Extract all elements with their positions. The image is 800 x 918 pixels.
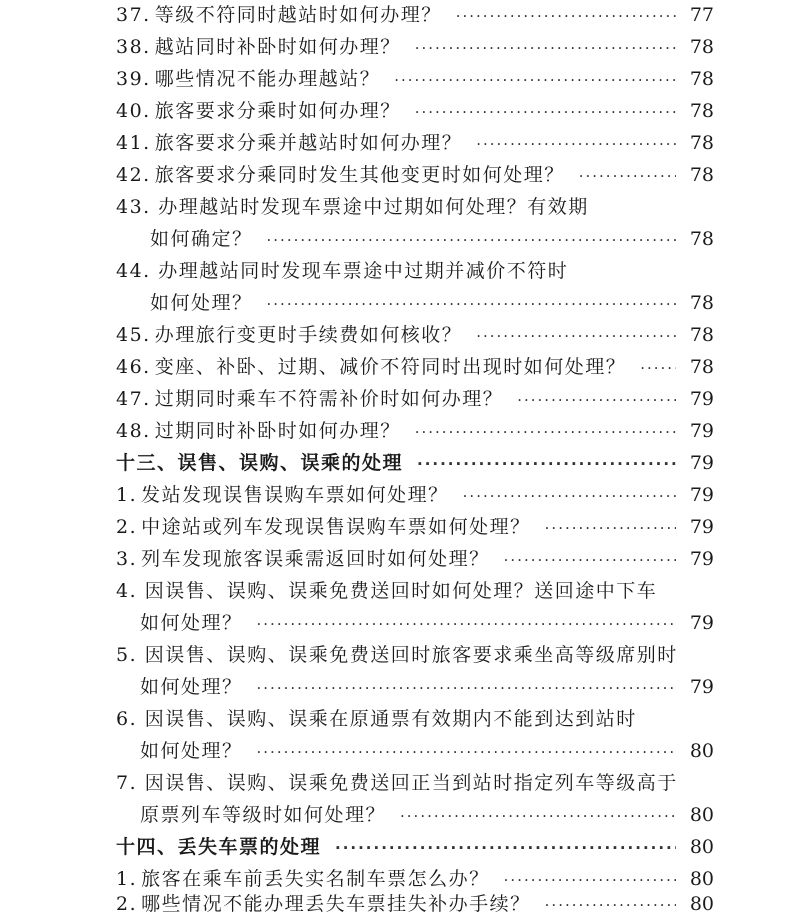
page-number: 79 xyxy=(689,612,714,634)
toc-entry xyxy=(140,802,714,829)
entry-number: 46. xyxy=(116,356,151,378)
toc-entry-first-line xyxy=(116,258,568,284)
entry-number: 1. xyxy=(116,484,138,506)
toc-entry-first-line xyxy=(116,642,678,668)
entry-number: 2. xyxy=(116,516,138,538)
leader-dots xyxy=(257,739,676,765)
entry-title: 等级不符同时越站时如何办理？ xyxy=(154,4,442,26)
toc-entry xyxy=(116,98,714,125)
toc-entry xyxy=(116,546,714,573)
leader-dots xyxy=(545,892,676,918)
page-number: 80 xyxy=(689,740,714,762)
page-number: 79 xyxy=(689,516,714,538)
toc-entry xyxy=(116,866,714,893)
entry-title: 如何处理？ xyxy=(140,612,243,634)
toc-entry xyxy=(116,34,714,61)
toc-entry xyxy=(116,162,714,189)
entry-number: 38. xyxy=(116,36,151,58)
page-number: 79 xyxy=(689,452,714,474)
leader-dots xyxy=(476,323,676,349)
entry-title-line1: 因误售、误购、误乘在原通票有效期内不能到达到站时 xyxy=(144,708,637,730)
toc-entry xyxy=(116,514,714,541)
leader-dots xyxy=(463,483,676,509)
toc-entry xyxy=(116,891,714,918)
entry-title: 旅客要求分乘时如何办理？ xyxy=(154,100,401,122)
page-number: 79 xyxy=(689,484,714,506)
leader-dots xyxy=(394,67,676,93)
entry-number: 5. xyxy=(116,644,138,666)
entry-title: 如何处理？ xyxy=(150,292,253,314)
leader-dots xyxy=(415,35,676,61)
page-number: 77 xyxy=(689,4,714,26)
entry-number: 48. xyxy=(116,420,151,442)
page-number: 80 xyxy=(689,893,714,915)
toc-entry xyxy=(116,66,714,93)
toc-section-heading xyxy=(116,450,714,477)
entry-title: 原票列车等级时如何处理？ xyxy=(140,804,387,826)
entry-number: 6. xyxy=(116,708,138,730)
page-number: 78 xyxy=(689,36,714,58)
entry-number: 4. xyxy=(116,580,138,602)
entry-title: 如何处理？ xyxy=(140,676,243,698)
leader-dots xyxy=(335,835,676,861)
leader-dots xyxy=(504,547,676,573)
leader-dots xyxy=(267,227,676,253)
toc-entry xyxy=(116,418,714,445)
entry-number: 7. xyxy=(116,772,138,794)
entry-number: 39. xyxy=(116,68,151,90)
entry-title: 过期同时乘车不符需补价时如何办理？ xyxy=(154,388,504,410)
page-number: 78 xyxy=(689,164,714,186)
page-number: 78 xyxy=(689,292,714,314)
entry-title-line1: 办理越站同时发现车票途中过期并减价不符时 xyxy=(158,260,569,282)
entry-title: 旅客在乘车前丢失实名制车票怎么办？ xyxy=(141,868,490,890)
entry-number: 37. xyxy=(116,4,151,26)
entry-title-line1: 办理越站时发现车票途中过期如何处理？有效期 xyxy=(158,196,589,218)
page-number: 80 xyxy=(689,804,714,826)
page-number: 79 xyxy=(689,420,714,442)
entry-title-line1: 因误售、误购、误乘免费送回时如何处理？送回途中下车 xyxy=(144,580,658,602)
leader-dots xyxy=(400,803,676,829)
toc-entry xyxy=(116,386,714,413)
entry-number: 45. xyxy=(116,324,151,346)
entry-number: 44. xyxy=(116,260,151,282)
page-number: 78 xyxy=(689,356,714,378)
toc-entry-first-line xyxy=(116,578,657,604)
page-number: 80 xyxy=(689,868,714,890)
toc-entry xyxy=(116,354,714,381)
entry-title: 过期同时补卧时如何办理？ xyxy=(154,420,401,442)
page-number: 78 xyxy=(689,228,714,250)
section-title: 十三、误售、误购、误乘的处理 xyxy=(116,452,404,474)
toc-entry xyxy=(140,610,714,637)
toc-entry xyxy=(140,738,714,765)
entry-number: 2. xyxy=(116,893,138,915)
leader-dots xyxy=(476,131,676,157)
toc-entry-first-line xyxy=(116,706,637,732)
page-number: 79 xyxy=(689,676,714,698)
page-number: 78 xyxy=(689,324,714,346)
leader-dots xyxy=(257,675,676,701)
toc-entry xyxy=(116,322,714,349)
leader-dots xyxy=(417,451,676,477)
toc-entry-first-line xyxy=(116,194,589,220)
toc-section-heading xyxy=(116,834,714,861)
entry-title: 办理旅行变更时手续费如何核收？ xyxy=(154,324,463,346)
entry-number: 40. xyxy=(116,100,151,122)
page-number: 78 xyxy=(689,100,714,122)
leader-dots xyxy=(456,3,676,29)
page-number: 78 xyxy=(689,68,714,90)
page-number: 79 xyxy=(689,388,714,410)
entry-number: 43. xyxy=(116,196,151,218)
entry-title: 变座、补卧、过期、减价不符同时出现时如何处理？ xyxy=(154,356,627,378)
leader-dots xyxy=(415,419,676,445)
leader-dots xyxy=(415,99,676,125)
leader-dots xyxy=(257,611,676,637)
page-number: 80 xyxy=(689,836,714,858)
leader-dots xyxy=(545,515,676,541)
toc-entry xyxy=(150,226,714,253)
entry-title-line1: 因误售、误购、误乘免费送回正当到站时指定列车等级高于 xyxy=(144,772,678,794)
leader-dots xyxy=(517,387,676,413)
entry-title: 旅客要求分乘并越站时如何办理？ xyxy=(154,132,463,154)
section-title: 十四、丢失车票的处理 xyxy=(116,836,322,858)
toc-entry xyxy=(140,674,714,701)
entry-number: 3. xyxy=(116,548,138,570)
leader-dots xyxy=(640,355,676,381)
entry-title: 哪些情况不能办理丢失车票挂失补办手续？ xyxy=(141,893,531,915)
toc-entry-first-line xyxy=(116,770,678,796)
entry-title: 中途站或列车发现误售误购车票如何处理？ xyxy=(141,516,531,538)
entry-number: 47. xyxy=(116,388,151,410)
page-number: 78 xyxy=(689,132,714,154)
page-number: 79 xyxy=(689,548,714,570)
entry-title: 如何处理？ xyxy=(140,740,243,762)
entry-title: 旅客要求分乘同时发生其他变更时如何处理？ xyxy=(154,164,565,186)
entry-title: 发站发现误售误购车票如何处理？ xyxy=(141,484,449,506)
entry-number: 41. xyxy=(116,132,151,154)
leader-dots xyxy=(504,867,676,893)
entry-title: 哪些情况不能办理越站？ xyxy=(154,68,381,90)
toc-entry xyxy=(116,482,714,509)
toc-entry xyxy=(150,290,714,317)
leader-dots xyxy=(267,291,676,317)
toc-entry xyxy=(116,2,714,29)
entry-number: 1. xyxy=(116,868,138,890)
entry-title: 如何确定？ xyxy=(150,228,253,250)
entry-title: 列车发现旅客误乘需返回时如何处理？ xyxy=(141,548,490,570)
entry-title: 越站同时补卧时如何办理？ xyxy=(154,36,401,58)
entry-title-line1: 因误售、误购、误乘免费送回时旅客要求乘坐高等级席别时 xyxy=(144,644,678,666)
toc-entry xyxy=(116,130,714,157)
entry-number: 42. xyxy=(116,164,151,186)
leader-dots xyxy=(579,163,676,189)
